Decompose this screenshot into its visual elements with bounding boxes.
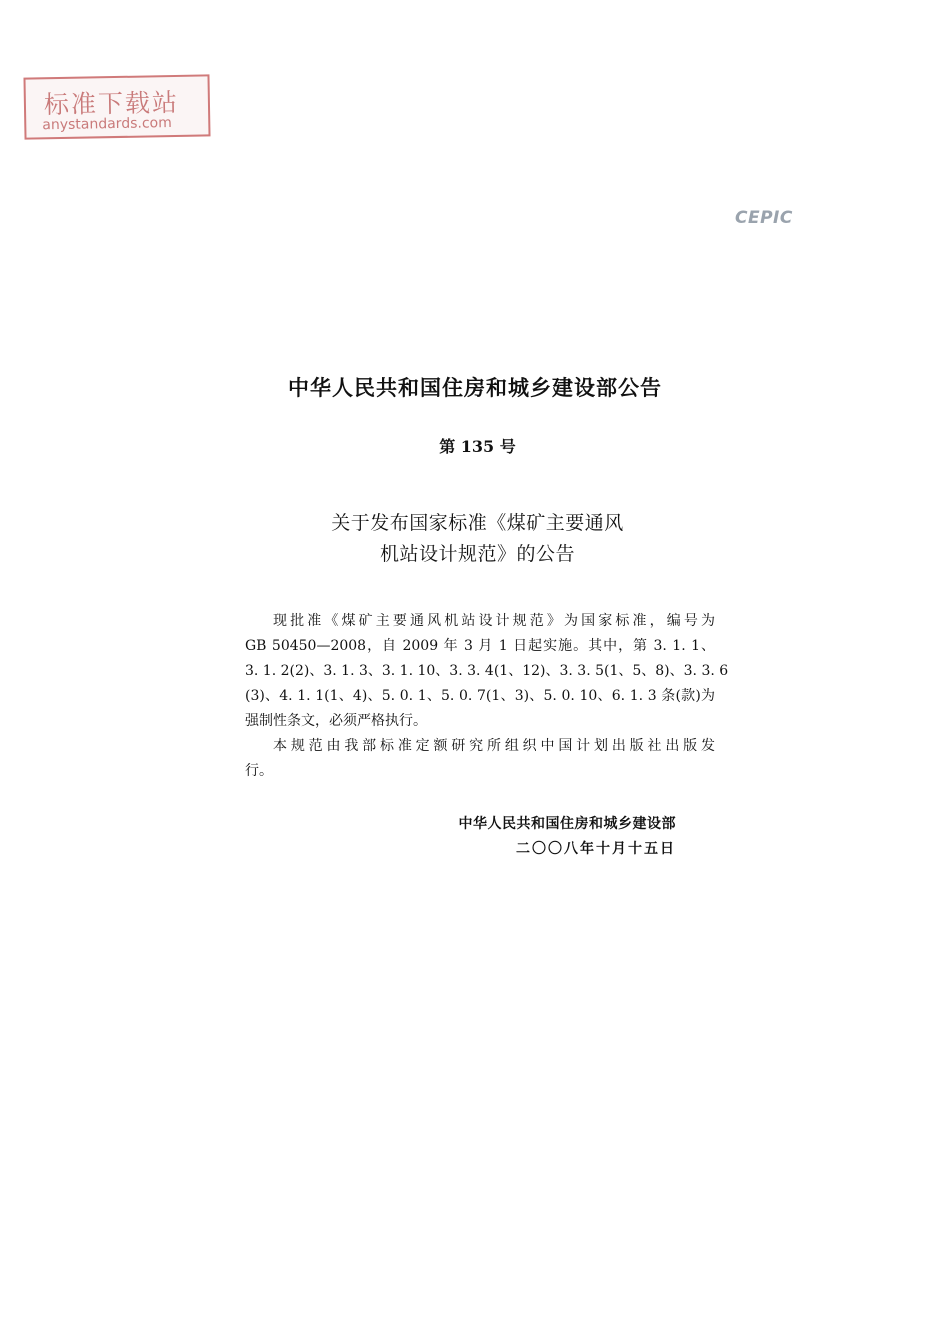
stamp-domain-text: anystandards.com [42,115,172,134]
paragraph-1-line: 强制性条文，必须严格执行。 [245,713,427,729]
cepic-logo: CEPIC [735,208,793,228]
paragraph-1-line: GB 50450—2008，自 2009 年 3 月 1 日起实施。其中，第 3. 1. 1、 [245,638,715,654]
announcement-paragraph-1 [245,609,729,734]
signing-date: 二〇〇八年十月十五日 [516,841,676,857]
document-title: 中华人民共和国住房和城乡建设部公告 [288,376,662,400]
paragraph-1-line: (3)、4. 1. 1(1、4)、5. 0. 1、5. 0. 7(1、3)、5. 0. 10、6. 1. 3 条(款)为 [245,688,715,704]
announcement-number: 第 135 号 [439,437,516,456]
announcement-paragraph-2 [245,734,715,784]
subtitle-line-1: 关于发布国家标准《煤矿主要通风 [331,512,624,534]
paragraph-1-line: 现批准《煤矿主要通风机站设计规范》为国家标准，编号为 [273,613,715,629]
watermark-stamp [23,74,210,139]
stamp-chinese-text: 标准下载站 [43,87,180,120]
paragraph-2-line: 行。 [245,763,273,779]
paragraph-2-line: 本规范由我部标准定额研究所组织中国计划出版社出版发 [273,738,715,754]
signing-organization: 中华人民共和国住房和城乡建设部 [458,816,676,832]
paragraph-1-line: 3. 1. 2(2)、3. 1. 3、3. 1. 10、3. 3. 4(1、12)、3. 3. 5(1、5、8)、3. 3. 6 [245,663,729,679]
subtitle-line-2: 机站设计规范》的公告 [379,543,575,565]
